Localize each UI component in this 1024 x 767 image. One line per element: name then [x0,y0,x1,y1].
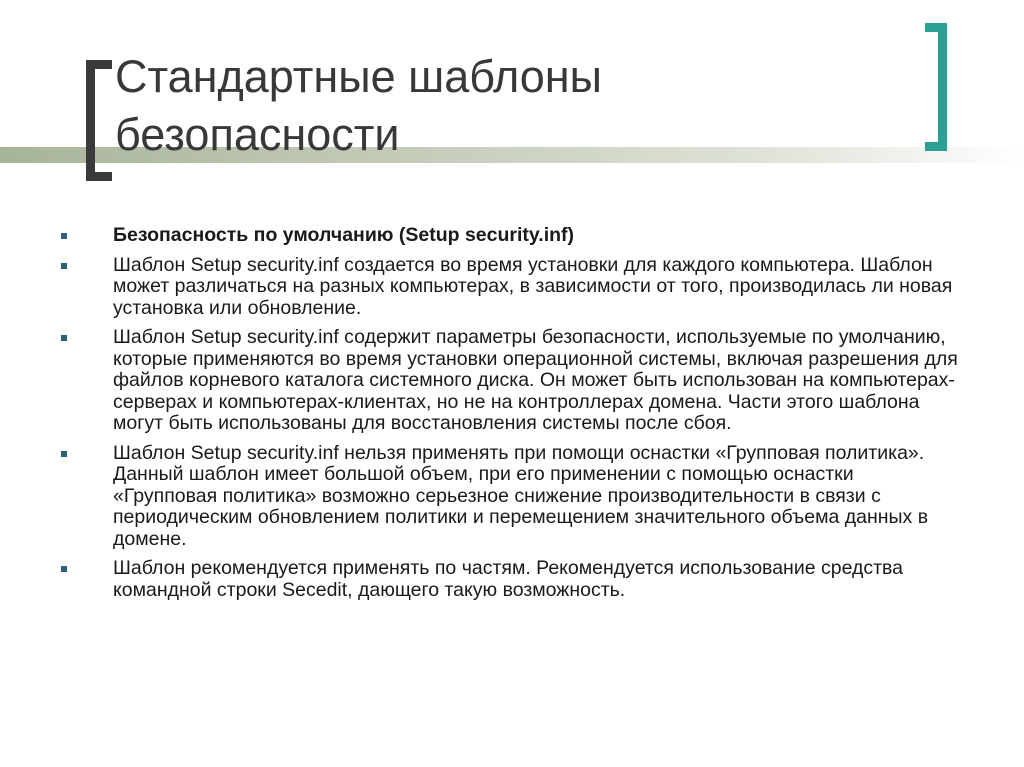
bullet-item [60,443,960,551]
bullet-text: Шаблон Setup security.inf создается во время установки для каждого компьютера. Шаблон может различаться на разных компьютерах, в зависимости от того, производилась ли новая установка или обновление. [113,253,953,319]
bullet-text: Шаблон рекомендуется применять по частям. Рекомендуется использование средства командной строки Secedit, дающего такую возможность. [113,557,904,601]
bullet-item [60,255,960,320]
left-bracket-decoration [86,60,112,181]
square-bullet-icon [61,263,67,269]
square-bullet-icon [61,566,67,572]
bullet-item [60,225,960,247]
right-bracket-decoration [925,23,947,151]
bullet-list [60,225,960,609]
bullet-text: Шаблон Setup security.inf нельзя применять при помощи оснастки «Групповая политика». Данный шаблон имеет большой объем, при его применении с помощью оснастки «Групповая политика» возможно серьезное снижение производительности в связи с периодическим обновлением политики и перемещением значительного объема данных в домене. [113,441,929,550]
bullet-text: Шаблон Setup security.inf содержит параметры безопасности, используемые по умолчанию, которые применяются во время установки операционной системы, включая разрешения для файлов корневого каталога системного диска. Он может быть использован на компьютерах-серверах и компьютерах-клиентах, но не на контроллерах домена. Части этого шаблона могут быть использованы для восстановления системы после сбоя. [113,326,958,434]
square-bullet-icon [61,233,67,239]
bullet-item [60,558,960,601]
square-bullet-icon [61,451,67,457]
bullet-text: Безопасность по умолчанию (Setup security.inf) [113,224,575,246]
square-bullet-icon [61,335,67,341]
slide-title: Стандартные шаблоны безопасности [115,51,603,160]
bullet-item [60,327,960,435]
